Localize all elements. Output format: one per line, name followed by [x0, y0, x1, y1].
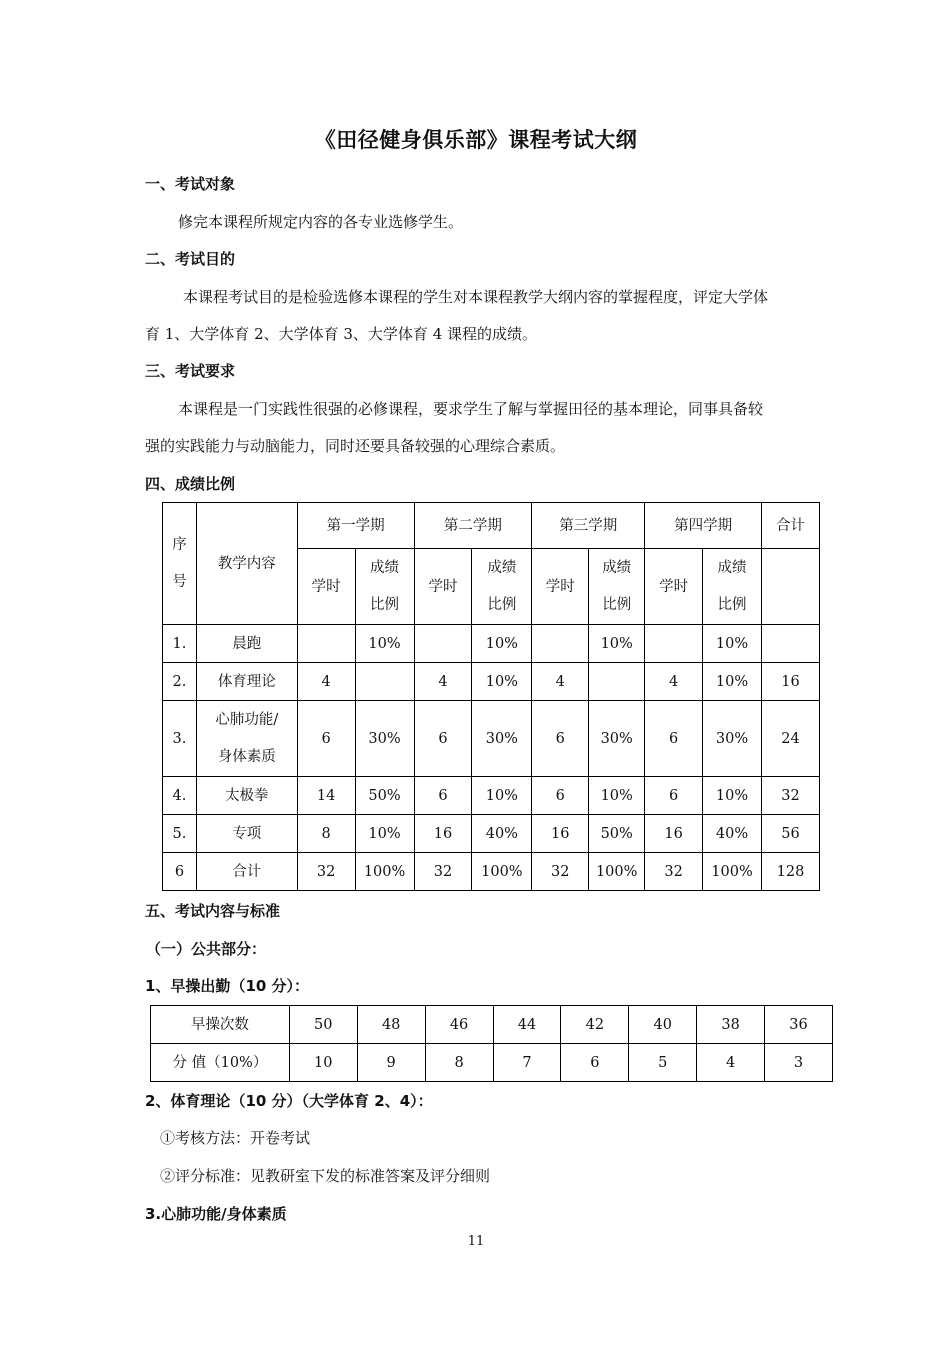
header-seq-line-1: 序 — [172, 536, 187, 553]
attendance-count: 48 — [357, 1006, 425, 1044]
table-cell: 14 — [297, 777, 355, 815]
header-seq-line-2: 号 — [172, 573, 187, 590]
table-cell — [297, 625, 355, 663]
attendance-count: 44 — [493, 1006, 561, 1044]
header-hours: 学时 — [297, 549, 355, 625]
table-row — [163, 663, 820, 701]
header-term-3: 第三学期 — [532, 503, 645, 549]
table-cell: 24 — [761, 701, 819, 777]
content-line-2: 身体素质 — [217, 748, 276, 765]
item-2-method: ①考核方法：开卷考试 — [160, 1129, 311, 1147]
table-row — [163, 625, 820, 663]
table-cell: 16 — [532, 815, 589, 853]
table-cell: 100% — [472, 853, 532, 891]
header-ratio-line-1: 成绩 — [487, 559, 517, 576]
attendance-score-row — [151, 1044, 833, 1082]
table-cell: 10% — [703, 777, 762, 815]
table-cell: 10% — [589, 777, 645, 815]
table-cell: 100% — [355, 853, 414, 891]
header-ratio-line-2: 比例 — [602, 596, 632, 613]
attendance-count: 50 — [289, 1006, 357, 1044]
table-cell: 30% — [355, 701, 414, 777]
table-cell: 6 — [414, 777, 472, 815]
table-cell: 32 — [645, 853, 703, 891]
table-cell: 56 — [761, 815, 819, 853]
attendance-score: 5 — [629, 1044, 697, 1082]
header-ratio-line-1: 成绩 — [602, 559, 632, 576]
table-cell: 10% — [703, 625, 762, 663]
header-term-4: 第四学期 — [645, 503, 762, 549]
table-cell: 6 — [532, 777, 589, 815]
table-cell: 128 — [761, 853, 819, 891]
table-row — [163, 777, 820, 815]
attendance-row-label: 分 值（10%） — [151, 1044, 290, 1082]
header-ratio — [589, 549, 645, 625]
section-4-heading: 四、成绩比例 — [145, 475, 236, 493]
table-cell: 50% — [355, 777, 414, 815]
page-number: 11 — [467, 1234, 485, 1249]
header-ratio-line-1: 成绩 — [717, 559, 747, 576]
table-cell — [414, 625, 472, 663]
table-cell: 32 — [414, 853, 472, 891]
attendance-score: 3 — [765, 1044, 833, 1082]
table-cell: 6 — [645, 777, 703, 815]
page-title: 《田径健身俱乐部》课程考试大纲 — [314, 128, 638, 152]
table-cell: 10% — [355, 815, 414, 853]
table-cell: 6 — [297, 701, 355, 777]
item-3-heading: 3.心肺功能/身体素质 — [145, 1205, 287, 1223]
header-ratio — [355, 549, 414, 625]
table-cell: 16 — [761, 663, 819, 701]
table-cell — [196, 701, 297, 777]
table-cell: 4 — [297, 663, 355, 701]
header-ratio-line-1: 成绩 — [370, 559, 400, 576]
section-3-line-1: 本课程是一门实践性很强的必修课程，要求学生了解与掌握田径的基本理论，同事具备较 — [178, 400, 764, 418]
header-hours: 学时 — [645, 549, 703, 625]
table-cell: 40% — [472, 815, 532, 853]
table-cell: 32 — [761, 777, 819, 815]
header-total: 合计 — [761, 503, 819, 549]
section-2-line-2: 育 1、大学体育 2、大学体育 3、大学体育 4 课程的成绩。 — [145, 325, 538, 343]
section-2-line-1: 本课程考试目的是检验选修本课程的学生对本课程教学大纲内容的掌握程度，评定大学体 — [183, 288, 769, 306]
table-cell: 4 — [645, 663, 703, 701]
header-term-1: 第一学期 — [297, 503, 414, 549]
grade-ratio-table — [162, 502, 820, 891]
table-cell — [532, 625, 589, 663]
header-ratio-line-2: 比例 — [370, 596, 400, 613]
table-cell: 6 — [532, 701, 589, 777]
table-cell: 32 — [297, 853, 355, 891]
item-2-heading: 2、体育理论（10 分）（大学体育 2、4）： — [145, 1092, 433, 1110]
table-row — [163, 815, 820, 853]
header-ratio-line-2: 比例 — [487, 596, 517, 613]
attendance-count-row — [151, 1006, 833, 1044]
table-cell: 1. — [163, 625, 197, 663]
header-seq — [163, 503, 197, 625]
attendance-row-label: 早操次数 — [151, 1006, 290, 1044]
section-3-line-2: 强的实践能力与动脑能力，同时还要具备较强的心理综合素质。 — [145, 437, 566, 455]
table-cell: 16 — [414, 815, 472, 853]
attendance-count: 40 — [629, 1006, 697, 1044]
table-cell: 太极拳 — [196, 777, 297, 815]
content-line-1: 心肺功能/ — [215, 711, 279, 728]
table-cell — [645, 625, 703, 663]
attendance-count: 46 — [425, 1006, 493, 1044]
table-cell: 10% — [589, 625, 645, 663]
table-cell: 30% — [472, 701, 532, 777]
table-cell: 4. — [163, 777, 197, 815]
attendance-score: 9 — [357, 1044, 425, 1082]
table-cell: 合计 — [196, 853, 297, 891]
table-cell: 40% — [703, 815, 762, 853]
header-total-empty — [761, 549, 819, 625]
table-cell — [355, 663, 414, 701]
table-cell: 10% — [472, 625, 532, 663]
section-1-heading: 一、考试对象 — [145, 175, 236, 193]
table-cell: 100% — [703, 853, 762, 891]
attendance-count: 38 — [697, 1006, 765, 1044]
header-hours: 学时 — [532, 549, 589, 625]
table-cell: 32 — [532, 853, 589, 891]
section-2-heading: 二、考试目的 — [145, 250, 236, 268]
table-cell: 专项 — [196, 815, 297, 853]
table-cell: 6 — [645, 701, 703, 777]
section-5-heading: 五、考试内容与标准 — [145, 902, 281, 920]
section-5-sub-heading: （一）公共部分： — [146, 940, 267, 958]
header-ratio-line-2: 比例 — [717, 596, 747, 613]
attendance-score: 8 — [425, 1044, 493, 1082]
header-content: 教学内容 — [196, 503, 297, 625]
table-cell: 50% — [589, 815, 645, 853]
header-ratio — [703, 549, 762, 625]
section-3-heading: 三、考试要求 — [145, 362, 236, 380]
table-cell: 2. — [163, 663, 197, 701]
table-cell: 4 — [532, 663, 589, 701]
table-cell: 10% — [703, 663, 762, 701]
table-cell: 5. — [163, 815, 197, 853]
table-row — [163, 853, 820, 891]
attendance-score: 10 — [289, 1044, 357, 1082]
table-cell: 16 — [645, 815, 703, 853]
attendance-count: 36 — [765, 1006, 833, 1044]
header-hours: 学时 — [414, 549, 472, 625]
table-row — [163, 701, 820, 777]
item-2-standard: ②评分标准：见教研室下发的标准答案及评分细则 — [160, 1167, 491, 1185]
section-1-text: 修完本课程所规定内容的各专业选修学生。 — [178, 213, 464, 231]
table-cell: 6 — [414, 701, 472, 777]
table-cell — [761, 625, 819, 663]
table-cell: 体育理论 — [196, 663, 297, 701]
attendance-score: 4 — [697, 1044, 765, 1082]
attendance-count: 42 — [561, 1006, 629, 1044]
table-cell: 6 — [163, 853, 197, 891]
table-cell: 8 — [297, 815, 355, 853]
table-cell: 30% — [589, 701, 645, 777]
table-cell: 10% — [355, 625, 414, 663]
table-cell — [589, 663, 645, 701]
table-cell: 4 — [414, 663, 472, 701]
item-1-heading: 1、早操出勤（10 分）： — [145, 977, 310, 995]
table-cell: 100% — [589, 853, 645, 891]
attendance-score: 7 — [493, 1044, 561, 1082]
table-cell: 3. — [163, 701, 197, 777]
attendance-score: 6 — [561, 1044, 629, 1082]
table-cell: 10% — [472, 777, 532, 815]
attendance-table — [150, 1005, 833, 1082]
header-term-2: 第二学期 — [414, 503, 532, 549]
table-cell: 晨跑 — [196, 625, 297, 663]
table-cell: 10% — [472, 663, 532, 701]
table-cell: 30% — [703, 701, 762, 777]
header-ratio — [472, 549, 532, 625]
